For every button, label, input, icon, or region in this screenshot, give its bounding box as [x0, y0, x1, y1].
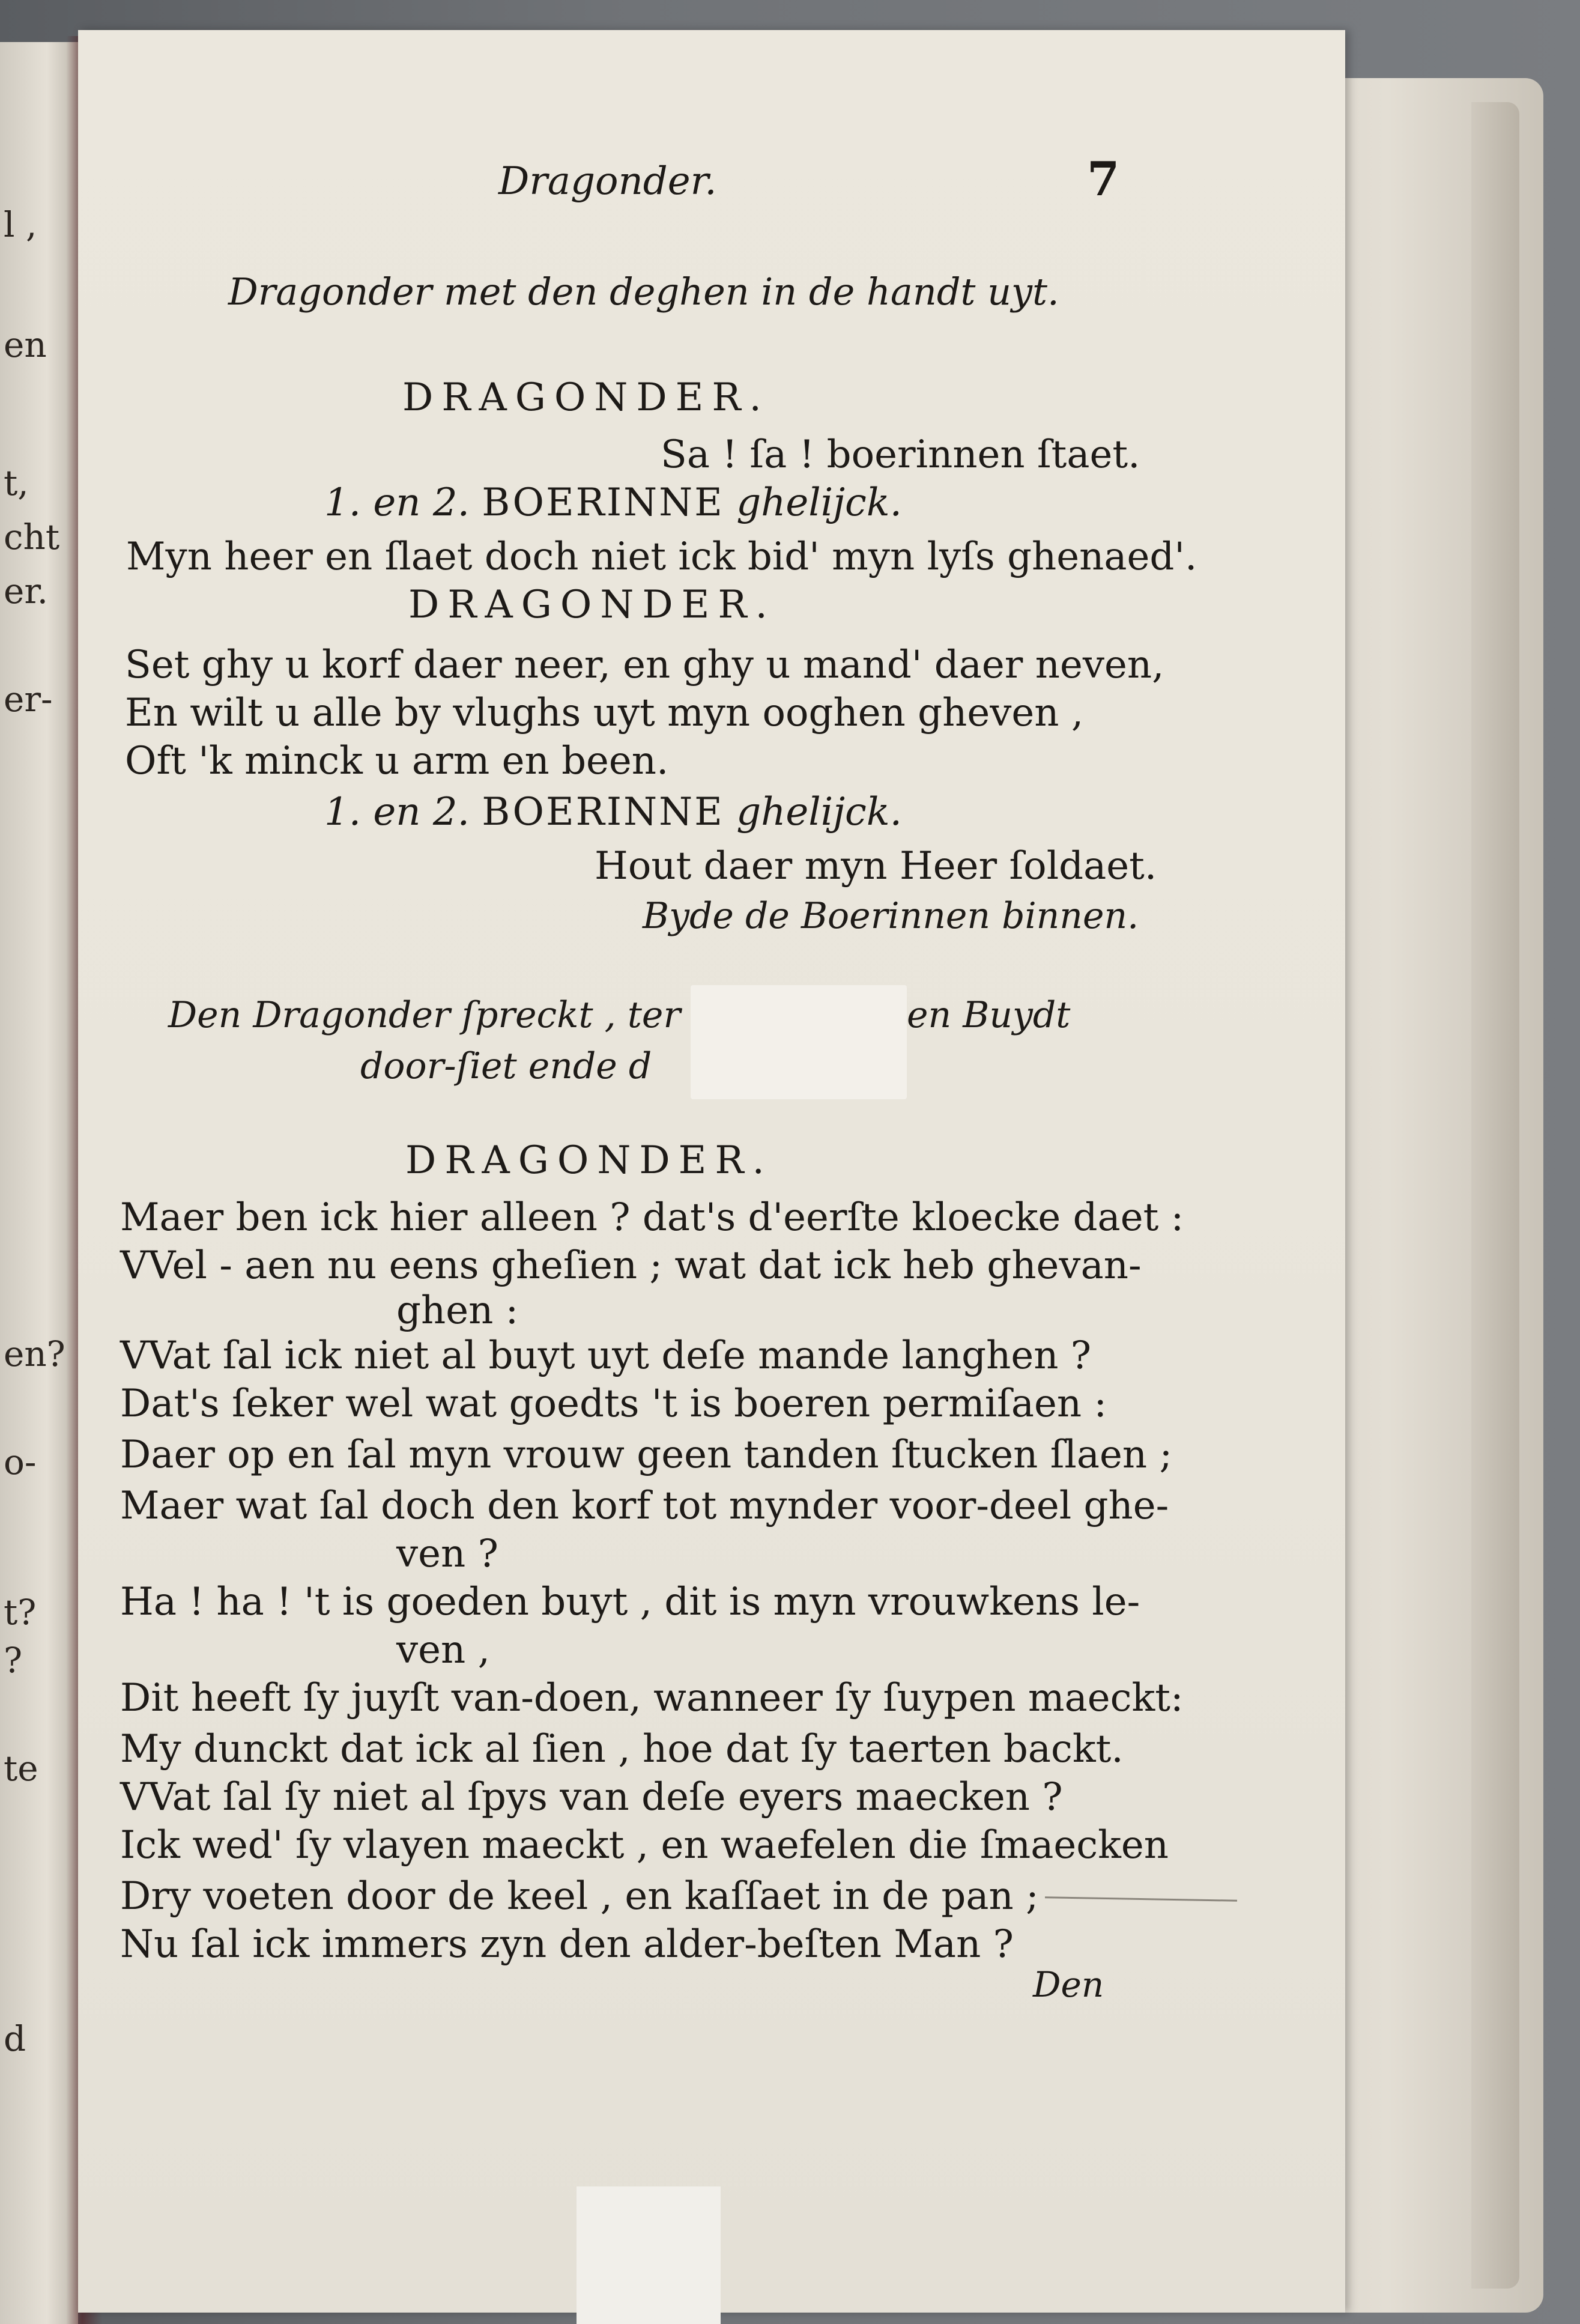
running-title: Dragonder. [498, 159, 717, 204]
left-fragment: te [4, 1748, 38, 1789]
left-fragment: l , [4, 204, 37, 245]
verse-line: Myn heer en ſlaet doch niet ick bid' myn lyſs ghenaed'. [126, 535, 1197, 579]
back-pages-edge [1471, 102, 1519, 2289]
left-fragment: o- [4, 1442, 37, 1482]
left-fragment: cht [4, 517, 60, 557]
verse-line: Ha ! ha ! 't is goeden buyt , dit is myn vrouwkens le- [120, 1580, 1140, 1624]
verse-line: Dat's ſeker wel wat goedts 't is boeren permiſaen : [120, 1382, 1107, 1426]
book-page [78, 30, 1345, 2313]
stage-direction: Den Dragonder ſpreckt , ter [168, 994, 681, 1036]
verse-line: En wilt u alle by vlughs uyt myn ooghen gheven , [125, 691, 1084, 735]
verse-line: Daer op en ſal myn vrouw geen tanden ſtucken ſlaen ; [120, 1433, 1173, 1477]
paper-patch [691, 985, 907, 1099]
verse-line: ven , [396, 1628, 490, 1672]
left-fragment: t, [4, 463, 29, 503]
speaker-name: DRAGONDER. [402, 375, 770, 420]
left-fragment: er. [4, 571, 49, 611]
verse-line: Dit heeft ſy juyſt van-doen, wanneer ſy ſuypen maeckt: [120, 1676, 1184, 1720]
speaker-name [324, 481, 902, 525]
verse-line: ghen : [396, 1288, 519, 1333]
stage-direction: Byde de Boerinnen binnen. [643, 895, 1139, 937]
left-fragment: en? [4, 1333, 65, 1374]
speaker-name: DRAGONDER. [405, 1138, 773, 1183]
left-fragment: ? [4, 1640, 23, 1681]
speaker-name: DRAGONDER. [408, 583, 776, 627]
verse-line: Oft 'k minck u arm en been. [125, 739, 669, 783]
left-fragment: er- [4, 679, 53, 720]
left-fragment: d [4, 2018, 26, 2059]
verse-line: My dunckt dat ick al ſien , hoe dat ſy taerten backt. [120, 1727, 1124, 1771]
stage-direction: en Buydt [907, 994, 1071, 1036]
speaker-label: BOERINNE [482, 481, 724, 525]
verse-line: Set ghy u korf daer neer, en ghy u mand' daer neven, [125, 643, 1164, 687]
verse-line: Maer wat ſal doch den korf tot mynder voor-deel ghe- [120, 1484, 1169, 1528]
speaker-prefix: 1. en 2. [324, 481, 470, 525]
verse-line: Maer ben ick hier alleen ? dat's d'eerſte kloecke daet : [120, 1195, 1184, 1240]
speaker-name [324, 790, 902, 834]
speaker-label: BOERINNE [482, 790, 724, 834]
pen-stroke [1045, 1896, 1237, 1902]
verse-line: ven ? [396, 1532, 498, 1576]
left-fragment: t? [4, 1592, 37, 1633]
speaker-suffix: ghelijck. [736, 481, 902, 525]
verse-line: Nu ſal ick immers zyn den alder-beſten Man ? [120, 1922, 1014, 1967]
verse-line: VVel - aen nu eens gheſien ; wat dat ick heb ghevan- [120, 1243, 1142, 1288]
catchword: Den [1033, 1964, 1104, 2005]
speaker-prefix: 1. en 2. [324, 790, 470, 834]
left-fragment: en [4, 324, 47, 365]
verse-line: Ick wed' ſy vlayen maeckt , en waefelen die ſmaecken [120, 1823, 1169, 1867]
page-number: 7 [1087, 152, 1120, 207]
stage-direction: door-ſiet ende d [360, 1045, 652, 1087]
paper-tab [577, 2186, 721, 2324]
verse-line: Hout daer myn Heer ſoldaet. [595, 844, 1157, 888]
verse-line: Dry voeten door de keel , en kaſſaet in de pan ; [120, 1874, 1039, 1919]
verse-line: VVat ſal ſy niet al ſpys van deſe eyers maecken ? [120, 1775, 1063, 1819]
verse-line: Sa ! ſa ! boerinnen ſtaet. [661, 432, 1140, 477]
stage-direction: Dragonder met den deghen in de handt uyt. [228, 270, 1059, 314]
verse-line: VVat ſal ick niet al buyt uyt deſe mande langhen ? [120, 1333, 1092, 1378]
speaker-suffix: ghelijck. [736, 790, 902, 834]
